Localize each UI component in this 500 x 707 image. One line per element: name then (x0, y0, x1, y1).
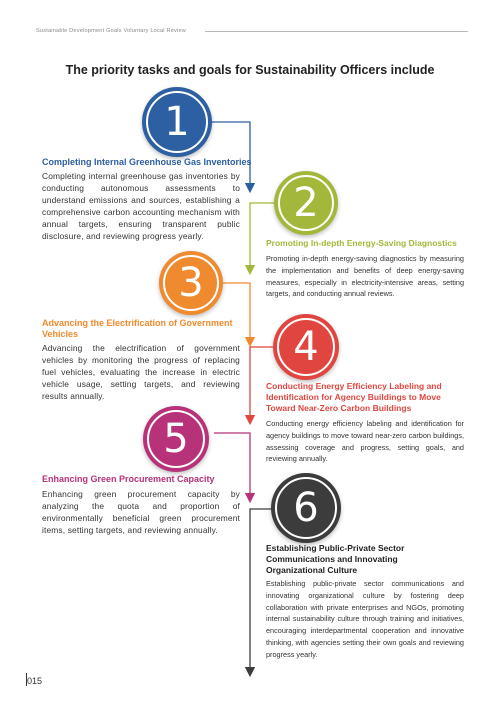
goal-3-body: Advancing the electrification of government vehicles by monitoring the progress of replacing fuel vehicles, evaluating the increase in electric vehicle usage, setting targets, and reviewing results annually. (42, 343, 240, 402)
goal-3-badge (159, 251, 223, 315)
goal-4-heading: Conducting Energy Efficiency Labeling and Identification for Agency Buildings to Move Toward Near-Zero Carbon Buildings (266, 381, 442, 413)
goal-6-heading: Establishing Public-Private Sector Communications and Innovating Organizational Culture (266, 543, 405, 575)
goal-2-heading: Promoting In-depth Energy-Saving Diagnostics (266, 238, 457, 248)
goal-1-body: Completing internal greenhouse gas inventories by conducting autonomous assessments to understand emissions and sources, establishing a comprehensive carbon accounting mechanism with annual targets, ensuring transparent public disclosure, and reviewing progress yearly. (42, 171, 240, 242)
goal-2-body: Promoting in-depth energy-saving diagnostics by measuring the implementation and benefits of deep energy-saving measures, especially in electricity-intensive areas, setting targets, and conducting annual reviews. (266, 254, 464, 299)
page-number: 015 (27, 676, 43, 686)
goal-6-body: Establishing public-private sector communications and innovating organizational culture by fostering deep collaboration with private enterprises and NGOs, promoting internal sustainability culture through training and initiatives, encouraging interdepartmental cooperation and innovative thinking, with agencies setting their own goals and reviewing progress yearly. (266, 579, 464, 659)
goal-4-badge (273, 314, 339, 380)
goal-3-heading: Advancing the Electrification of Government Vehicles (42, 318, 233, 339)
goal-4-number: 4 (293, 324, 319, 370)
goal-3-number: 3 (178, 260, 204, 306)
goal-4-body: Conducting energy efficiency labeling and identification for agency buildings to move toward near-zero carbon buildings, assessing coverage and progress, setting goals, and reviewing annually. (266, 419, 464, 464)
goal-5-badge (143, 406, 209, 472)
goal-6-badge (271, 473, 341, 543)
goal-5-body: Enhancing green procurement capacity by analyzing the quota and proportion of environmentally beneficial green procurement items, setting targets, and reviewing annually. (42, 489, 240, 536)
goal-1-badge (142, 87, 212, 157)
goal-1-number: 1 (164, 99, 190, 145)
goal-2-number: 2 (293, 180, 319, 226)
running-header: Sustainable Development Goals Voluntary Local Review (36, 28, 187, 34)
goal-2-badge (274, 171, 338, 235)
page-title: The priority tasks and goals for Sustainability Officers include (65, 63, 435, 77)
goal-1-heading: Completing Internal Greenhouse Gas Inventories (42, 157, 252, 167)
goal-5-number: 5 (163, 416, 189, 462)
goal-6-number: 6 (293, 485, 319, 531)
goal-5-heading: Enhancing Green Procurement Capacity (42, 474, 215, 484)
